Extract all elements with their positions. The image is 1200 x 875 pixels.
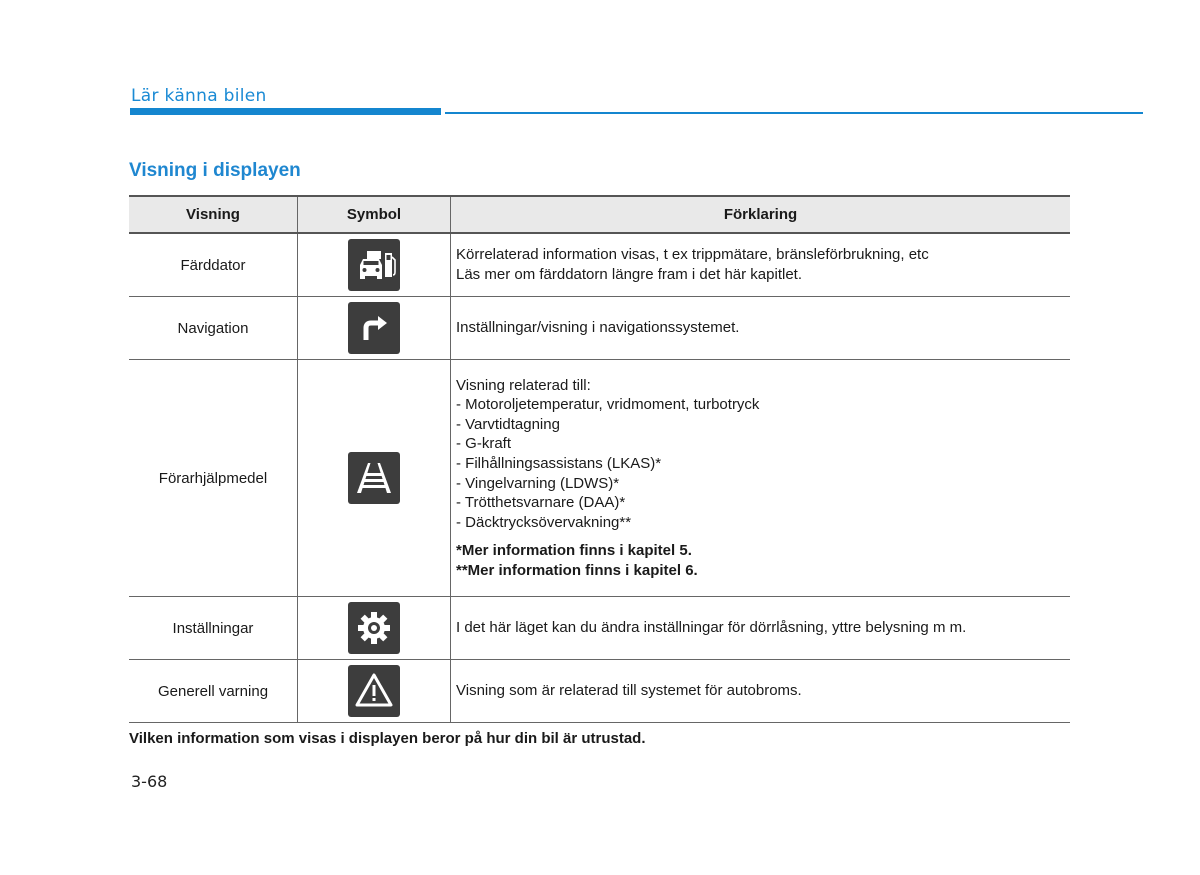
mode-name: Navigation: [129, 297, 298, 360]
table-row: [129, 597, 1070, 660]
column-header-visning: Visning: [129, 196, 298, 233]
symbol-cell: [298, 233, 451, 297]
explanation-line: - Däcktrycksövervakning**: [456, 513, 632, 531]
section-title: Lär känna bilen: [131, 86, 267, 106]
symbol-cell: [298, 597, 451, 660]
column-header-forklaring: Förklaring: [451, 196, 1071, 233]
explanation-line: Läs mer om färddatorn längre fram i det här kapitlet.: [456, 266, 802, 283]
explanation-cell: [451, 597, 1071, 660]
mode-name: Färddator: [129, 233, 298, 297]
trip-computer-icon: [348, 239, 400, 291]
table-header-row: [129, 196, 1070, 233]
explanation-cell: [451, 360, 1071, 597]
header-rule: [445, 112, 1143, 114]
explanation-line: - Varvtidtagning: [456, 415, 560, 433]
table-row: [129, 233, 1070, 297]
navigation-turn-arrow-icon: [348, 302, 400, 354]
explanation-line: - Motoroljetemperatur, vridmoment, turbotryck: [456, 396, 760, 414]
explanation-line: Inställningar/visning i navigationssystemet.: [456, 319, 740, 337]
warning-triangle-icon: [348, 665, 400, 717]
explanation-line: - Vingelvarning (LDWS)*: [456, 474, 620, 492]
explanation-line: - G-kraft: [456, 435, 511, 453]
note-line: *Mer information finns i kapitel 5.: [456, 542, 692, 560]
symbol-cell: [298, 660, 451, 723]
symbol-cell: [298, 297, 451, 360]
explanation-line: I det här läget kan du ändra inställningar för dörrlåsning, yttre belysning m m.: [456, 619, 967, 637]
explanation-line: Visning som är relaterad till systemet för autobroms.: [456, 682, 802, 700]
mode-name: Förarhjälpmedel: [129, 360, 298, 597]
explanation-line: Visning relaterad till:: [456, 376, 591, 394]
table-row: [129, 360, 1070, 597]
explanation-line: - Trötthetsvarnare (DAA)*: [456, 494, 626, 512]
page-number: 3-68: [131, 772, 168, 791]
gear-settings-icon: [348, 602, 400, 654]
more-info-notes: [456, 541, 1070, 580]
explanation-line: - Filhållningsassistans (LKAS)*: [456, 454, 662, 472]
symbol-cell: [298, 360, 451, 597]
lane-assist-icon: [348, 452, 400, 504]
table-row: [129, 297, 1070, 360]
note-line: **Mer information finns i kapitel 6.: [456, 561, 698, 579]
table-row: [129, 660, 1070, 723]
explanation-cell: [451, 233, 1071, 297]
explanation-cell: [451, 660, 1071, 723]
explanation-line: Körrelaterad information visas, t ex trippmätare, bränsleförbrukning, etc: [456, 246, 929, 264]
equipment-footnote: Vilken information som visas i displayen beror på hur din bil är utrustad.: [129, 730, 646, 747]
explanation-cell: [451, 297, 1071, 360]
display-modes-table: [129, 195, 1070, 723]
header-accent-bar: [130, 108, 441, 115]
column-header-symbol: Symbol: [298, 196, 451, 233]
page-heading: Visning i displayen: [129, 160, 301, 181]
mode-name: Generell varning: [129, 660, 298, 723]
mode-name: Inställningar: [129, 597, 298, 660]
